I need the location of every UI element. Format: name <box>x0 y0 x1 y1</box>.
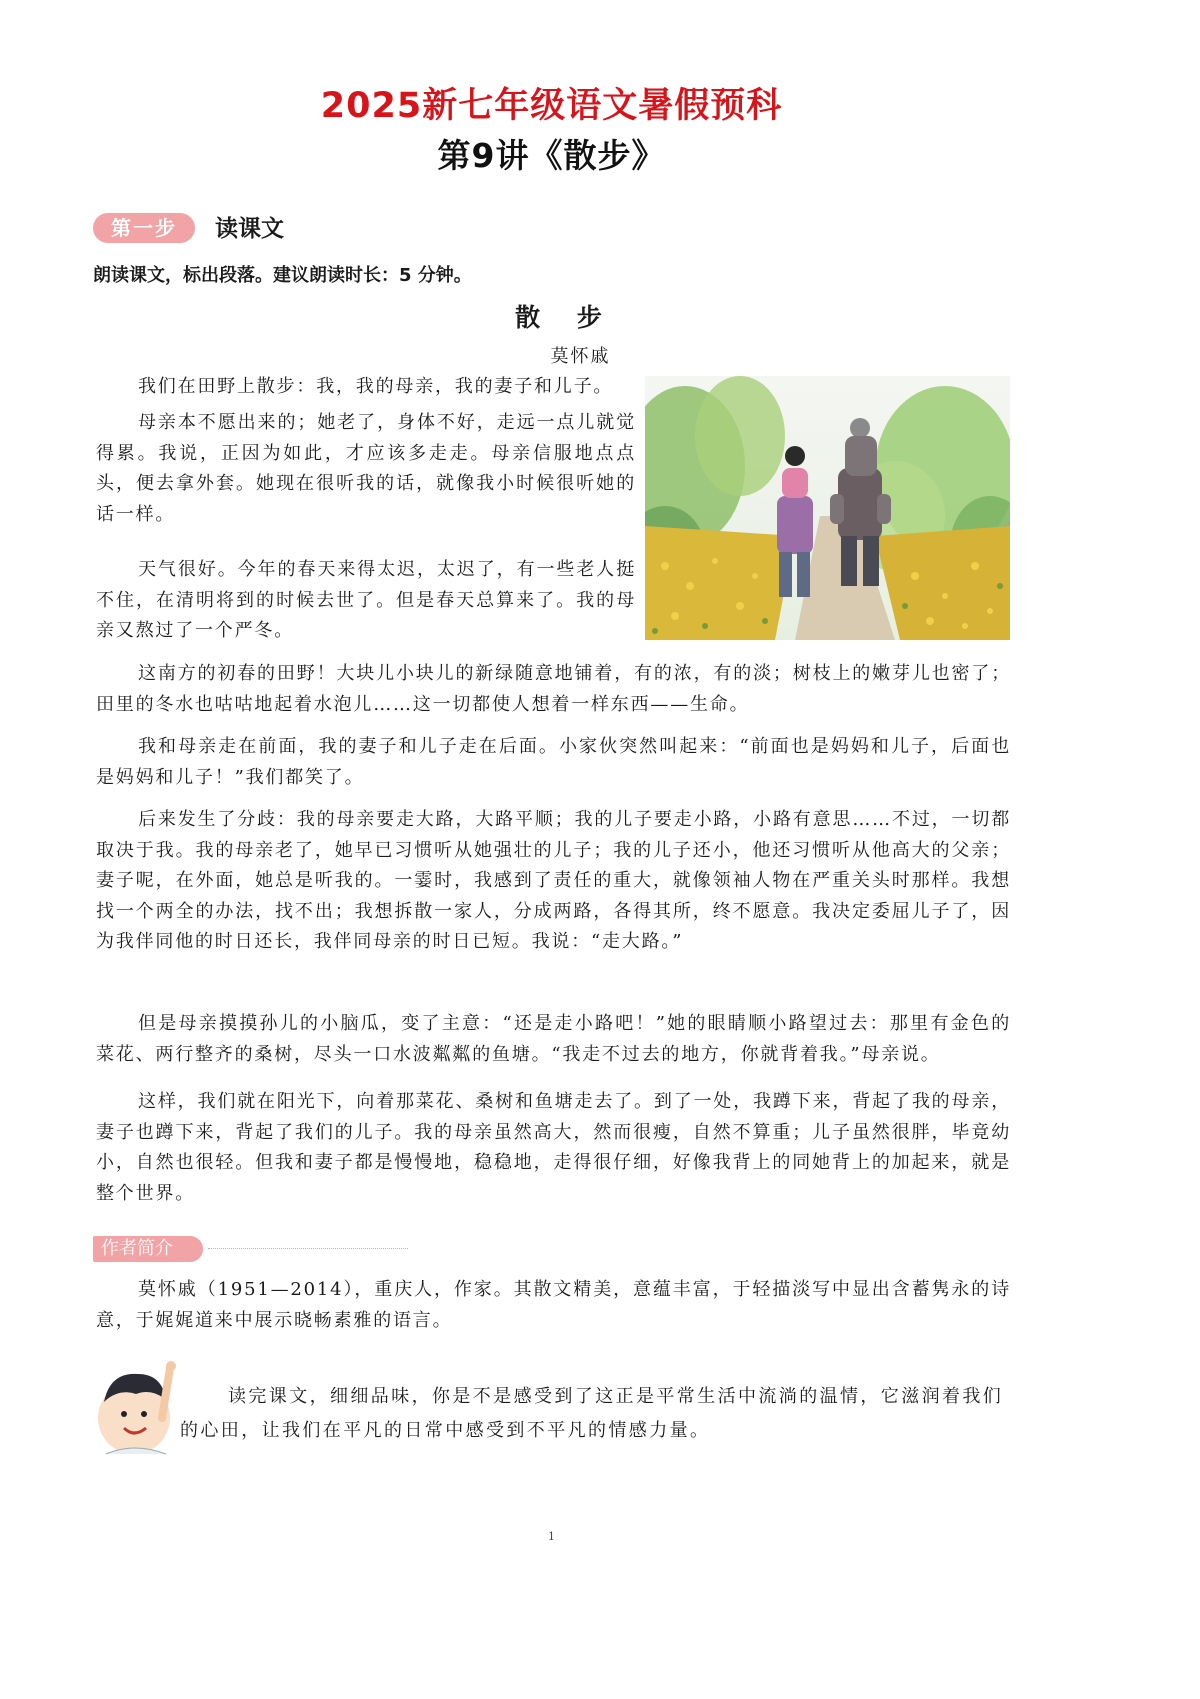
reading-instruction: 朗读课文，标出段落。建议朗读时长：5 分钟。 <box>93 265 472 286</box>
family-walk-illustration <box>645 376 1010 640</box>
closing-reflection: 读完课文，细细品味，你是不是感受到了这正是平常生活中流淌的温情，它滋润着我们的心田，让我们在平凡的日常中感受到不平凡的情感力量。 <box>180 1386 1004 1441</box>
essay-paragraph: 我们在田野上散步：我，我的母亲，我的妻子和儿子。 <box>138 376 614 397</box>
lesson-title: 第9讲《散步》 <box>437 136 666 175</box>
essay-author: 莫怀戚 <box>550 346 611 367</box>
badge-divider <box>208 1248 408 1250</box>
step-title: 读课文 <box>215 216 284 242</box>
page-number: 1 <box>548 1530 555 1543</box>
essay-paragraph: 我和母亲走在前面，我的妻子和儿子走在后面。小家伙突然叫起来：“前面也是妈妈和儿子，后面也是妈妈和儿子！”我们都笑了。 <box>96 736 1011 788</box>
essay-title: 散 步 <box>515 303 616 332</box>
author-bio-badge: 作者简介 <box>93 1236 203 1262</box>
essay-paragraph: 这南方的初春的田野！大块儿小块儿的新绿随意地铺着，有的浓，有的淡；树枝上的嫩芽儿也密了；田里的冬水也咕咕地起着水泡儿……这一切都使人想着一样东西——生命。 <box>96 663 1011 715</box>
essay-paragraph: 后来发生了分歧：我的母亲要走大路，大路平顺；我的儿子要走小路，小路有意思……不过，一切都取决于我。我的母亲老了，她早已习惯听从她强壮的儿子；我的儿子还小，他还习惯听从他高大的父亲；妻子呢，在外面，她总是听我的。一霎时，我感到了责任的重大，就像领袖人物在严重关头时那样。我想找一个两全的办法，找不出；我想拆散一家人，分成两路，各得其所，终不愿意。我决定委屈儿子了，因为我伴同他的时日还长，我伴同母亲的时日已短。我说：“走大路。” <box>96 809 1011 952</box>
author-bio-text: 莫怀戚（1951—2014），重庆人，作家。其散文精美，意蕴丰富，于轻描淡写中显出含蓄隽永的诗意，于娓娓道来中展示晓畅素雅的语言。 <box>96 1279 1011 1331</box>
essay-paragraph: 这样，我们就在阳光下，向着那菜花、桑树和鱼塘走去了。到了一处，我蹲下来，背起了我的母亲，妻子也蹲下来，背起了我们的儿子。我的母亲虽然高大，然而很瘦，自然不算重；儿子虽然很胖，毕竟幼小，自然也很轻。但我和妻子都是慢慢地，稳稳地，走得很仔细，好像我背上的同她背上的加起来，就是整个世界。 <box>96 1091 1011 1204</box>
essay-paragraph: 母亲本不愿出来的；她老了，身体不好，走远一点儿就觉得累。我说，正因为如此，才应该多走走。母亲信服地点点头，便去拿外套。她现在很听我的话，就像我小时候很听她的话一样。 <box>96 412 636 525</box>
boy-pointing-icon <box>96 1358 180 1458</box>
step-badge: 第一步 <box>93 213 195 243</box>
essay-paragraph: 天气很好。今年的春天来得太迟，太迟了，有一些老人挺不住，在清明将到的时候去世了。但是春天总算来了。我的母亲又熬过了一个严冬。 <box>96 559 636 641</box>
essay-paragraph: 但是母亲摸摸孙儿的小脑瓜，变了主意：“还是走小路吧！”她的眼睛顺小路望过去：那里有金色的菜花、两行整齐的桑树，尽头一口水波粼粼的鱼塘。“我走不过去的地方，你就背着我。”母亲说。 <box>96 1013 1011 1065</box>
document-title: 2025新七年级语文暑假预科 <box>320 86 783 126</box>
